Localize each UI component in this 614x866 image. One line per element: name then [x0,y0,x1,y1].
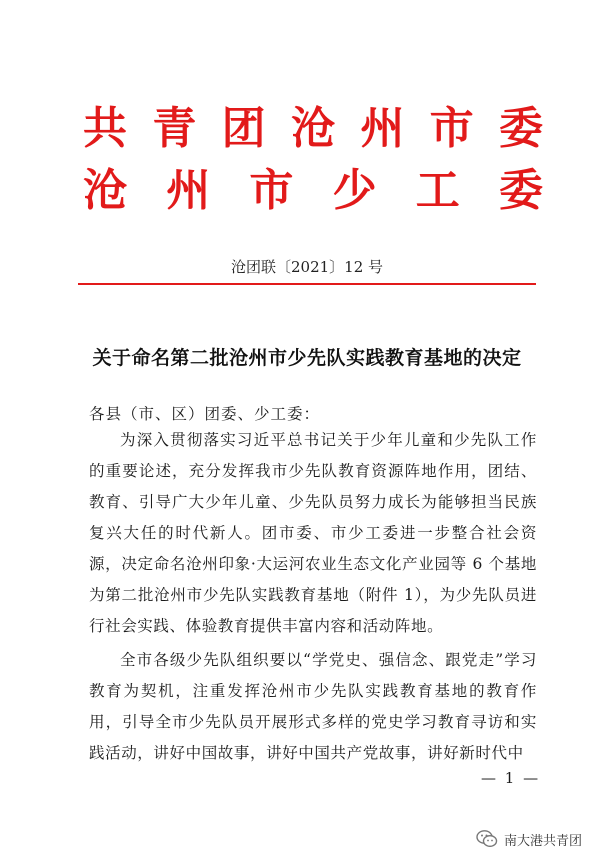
issuer-char: 青 [152,103,197,154]
issuer-line-1 [83,104,543,154]
issuer-char: 工 [415,165,460,216]
issuer-char: 沧 [290,103,335,154]
salutation: 各县（市、区）团委、少工委： [89,405,321,423]
issuer-char: 少 [332,165,377,216]
issuer-char: 市 [249,165,294,216]
document-number: 沧团联〔2021〕12 号 [230,258,384,276]
issuer-char: 市 [429,103,474,154]
red-divider [78,283,536,285]
issuer-char: 沧 [83,165,127,216]
source-watermark [476,829,582,849]
wechat-icon [476,829,498,849]
issuer-char: 委 [498,165,543,216]
body-paragraph: 为深入贯彻落实习近平总书记关于少年儿童和少先队工作的重要论述，充分发挥我市少先队教育资源阵地作用，团结、教育、引导广大少年儿童、少先队员努力成长为能够担当民族复兴大任的时代新人。团市委、市少工委进一步整合社会资源，决定命名沧州印象·大运河农业生态文化产业园等 6 个基地为第二批沧州市少先队实践教育基地（附件 1），为少先队员进行社会实践、体验教育提供丰富内容和活动阵地。 [89,431,537,635]
issuer-char: 州 [166,165,211,216]
watermark-text: 南大港共青团 [504,833,583,849]
issuer-line-2 [83,166,543,216]
body-paragraph: 全市各级少先队组织要以“学党史、强信念、跟党走”学习教育为契机，注重发挥沧州市少先队实践教育基地的教育作用，引导全市少先队员开展形式多样的党史学习教育寻访和实践活动，讲好中国故事，讲好中国共产党故事，讲好新时代中 [89,651,537,762]
document-title: 关于命名第二批沧州市少先队实践教育基地的决定 [92,347,522,369]
issuer-char: 委 [498,103,543,154]
issuer-char: 州 [360,103,405,154]
issuer-char: 团 [221,103,266,154]
issuer-char: 共 [83,103,127,154]
page-number: — 1 — [481,769,541,787]
